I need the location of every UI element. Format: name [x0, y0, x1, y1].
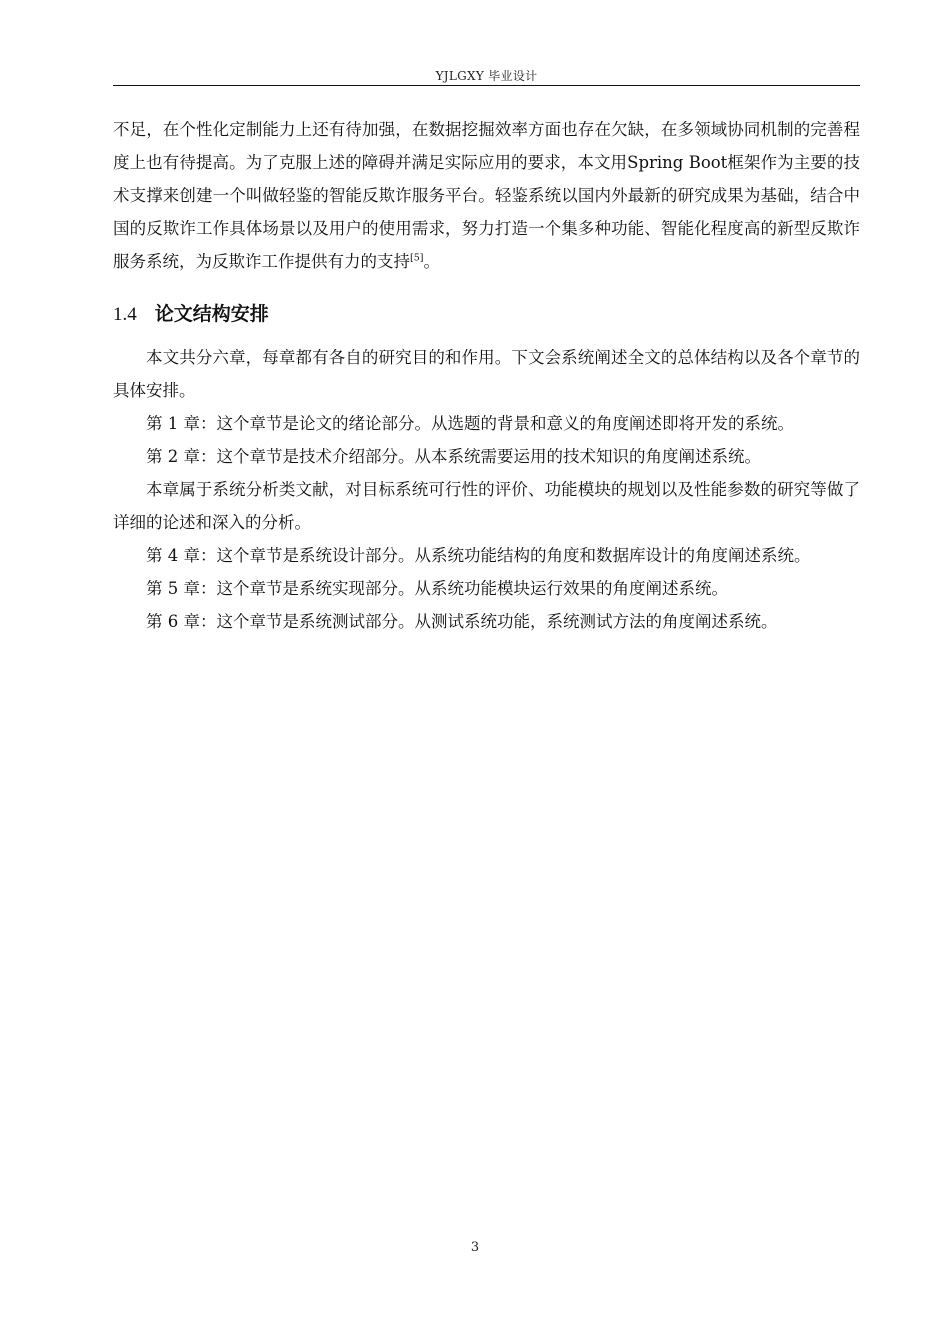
- intro-paragraph-end: 。: [423, 252, 440, 271]
- running-header: YJLGXY 毕业设计: [435, 69, 538, 83]
- intro-paragraph: [113, 113, 860, 278]
- intro-paragraph-text: 不足，在个性化定制能力上还有待加强，在数据挖掘效率方面也存在欠缺，在多领域协同机制的完善程度上也有待提高。为了克服上述的障碍并满足实际应用的要求，本文用Spring Boot框架作为主要的技术支撑来创建一个叫做轻鉴的智能反欺诈服务平台。轻鉴系统以国内外最新的研究成果为基础，结合中国的反欺诈工作具体场景以及用户的使用需求，努力打造一个集多种功能、智能化程度高的新型反欺诈服务系统，为反欺诈工作提供有力的支持: [113, 120, 860, 271]
- section-title: 论文结构安排: [154, 303, 269, 325]
- chapter-5-paragraph: 第 5 章：这个章节是系统实现部分。从系统功能模块运行效果的角度阐述系统。: [146, 579, 728, 598]
- page-number: 3: [470, 1240, 480, 1255]
- chapter-4-paragraph: 第 4 章：这个章节是系统设计部分。从系统功能结构的角度和数据库设计的角度阐述系统。: [146, 546, 811, 565]
- section-number: 1.4: [113, 304, 137, 325]
- chapter-3-paragraph: 本章属于系统分析类文献，对目标系统可行性的评价、功能模块的规划以及性能参数的研究等做了详细的论述和深入的分析。: [113, 480, 860, 532]
- header-rule: [113, 85, 860, 86]
- page-body: [113, 113, 860, 638]
- citation-ref: [5]: [410, 252, 424, 264]
- chapter-6-paragraph: 第 6 章：这个章节是系统测试部分。从测试系统功能，系统测试方法的角度阐述系统。: [146, 612, 778, 631]
- section-heading: [113, 294, 860, 335]
- chapter-2-paragraph: 第 2 章：这个章节是技术介绍部分。从本系统需要运用的技术知识的角度阐述系统。: [146, 447, 761, 466]
- chapter-overview-paragraph: 本文共分六章，每章都有各自的研究目的和作用。下文会系统阐述全文的总体结构以及各个章节的具体安排。: [113, 348, 860, 400]
- chapter-1-paragraph: 第 1 章：这个章节是论文的绪论部分。从选题的背景和意义的角度阐述即将开发的系统。: [146, 414, 794, 433]
